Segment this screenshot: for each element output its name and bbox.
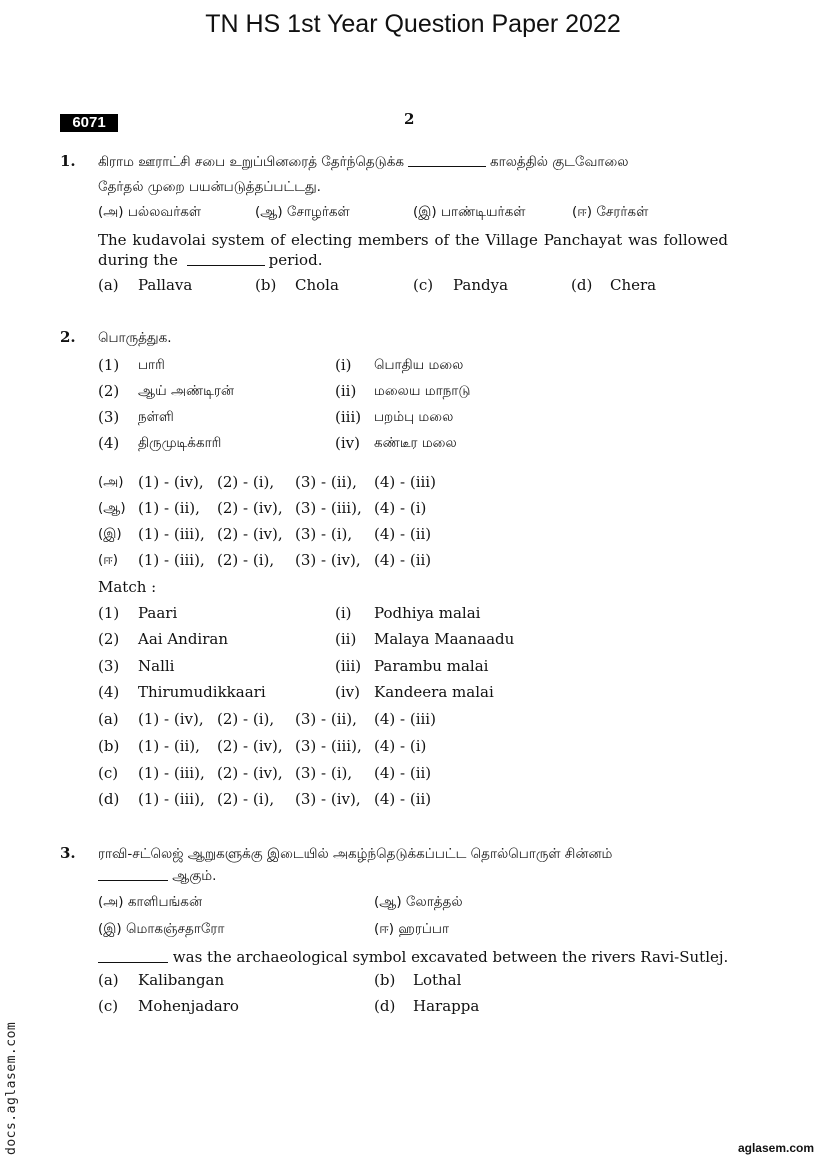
pair-number: (2) (98, 630, 120, 648)
option-text: Harappa (413, 997, 480, 1015)
pair-number: (1) (98, 604, 120, 622)
pair-right: Parambu malai (374, 657, 489, 675)
option-part: (1) - (ii), (138, 499, 200, 517)
option-part: (1) - (iv), (138, 473, 204, 491)
option-part: (3) - (iv), (295, 790, 361, 808)
pair-roman: (ii) (335, 382, 357, 400)
question-text-tamil (98, 154, 628, 172)
option-part: (1) - (iii), (138, 790, 205, 808)
paper-code-badge: 6071 (60, 114, 118, 132)
pair-number: (4) (98, 683, 120, 701)
option-part: (4) - (ii) (374, 551, 432, 569)
pair-right: பறம்பு மலை (374, 409, 454, 425)
option-part: (4) - (ii) (374, 525, 432, 543)
question-text-tamil-line2: தேர்தல் முறை பயன்படுத்தப்பட்டது. (98, 179, 321, 195)
question-heading-english: Match : (98, 578, 157, 596)
question-text-english (98, 948, 728, 966)
option-part: (3) - (iv), (295, 551, 361, 569)
option-part: (4) - (i) (374, 737, 427, 755)
option-part: (2) - (iv), (217, 525, 283, 543)
option-letter: (c) (98, 997, 119, 1015)
option-tamil: (அ) காளிபங்கன் (98, 894, 203, 910)
page-number: 2 (404, 110, 415, 128)
pair-right: பொதிய மலை (374, 357, 464, 373)
option-part: (1) - (iii), (138, 764, 205, 782)
pair-number: (1) (98, 356, 120, 374)
option-tamil: (ஈ) ஹரப்பா (374, 921, 450, 937)
question-text-tamil-line2 (98, 868, 216, 886)
option-letter: (d) (374, 997, 396, 1015)
option-letter: (b) (98, 737, 120, 755)
question-text-tamil: ராவி-சட்லெஜ் ஆறுகளுக்கு இடையில் அகழ்ந்தெடுக்கப்பட்ட தொல்பொருள் சின்னம் (98, 846, 613, 862)
question-number: 2. (60, 328, 76, 346)
pair-left: நள்ளி (138, 409, 174, 425)
option-part: (3) - (i), (295, 764, 353, 782)
option-part: (4) - (ii) (374, 764, 432, 782)
option-letter: (c) (98, 764, 119, 782)
option-part: (2) - (iv), (217, 499, 283, 517)
option-letter-tamil: (ஈ) (98, 552, 119, 568)
option-text: Chola (295, 276, 339, 294)
question-heading-tamil: பொருத்துக. (98, 330, 172, 346)
pair-left: Nalli (138, 657, 175, 675)
option-part: (2) - (i), (217, 473, 275, 491)
option-text: Kalibangan (138, 971, 225, 989)
answer-blank (408, 166, 486, 167)
option-text: Pallava (138, 276, 193, 294)
pair-roman: (iv) (335, 683, 360, 701)
option-text: Pandya (453, 276, 509, 294)
pair-left: Thirumudikkaari (138, 683, 266, 701)
option-letter-tamil: (இ) (98, 526, 122, 542)
pair-number: (3) (98, 408, 120, 426)
pair-left: திருமுடிக்காரி (138, 435, 222, 451)
option-part: (2) - (iv), (217, 737, 283, 755)
answer-blank (187, 265, 265, 266)
option-part: (2) - (i), (217, 551, 275, 569)
pair-right: Podhiya malai (374, 604, 481, 622)
pair-roman: (iii) (335, 408, 362, 426)
question-text-part: காலத்தில் குடவோலை (490, 154, 629, 170)
question-text-english: The kudavolai system of electing members of the Village Panchayat was followed (98, 231, 728, 249)
question-text-part: during the (98, 251, 178, 269)
option-text: Chera (610, 276, 657, 294)
option-letter: (c) (413, 276, 434, 294)
option-letter: (d) (98, 790, 120, 808)
pair-left: Paari (138, 604, 178, 622)
footer-link[interactable]: aglasem.com (737, 1141, 814, 1155)
option-part: (1) - (iii), (138, 551, 205, 569)
option-tamil: (இ) மொகஞ்சதாரோ (98, 921, 225, 937)
pair-roman: (iv) (335, 434, 360, 452)
pair-roman: (i) (335, 604, 352, 622)
option-part: (3) - (i), (295, 525, 353, 543)
pair-right: Malaya Maanaadu (374, 630, 515, 648)
option-letter-tamil: (ஆ) (98, 500, 126, 516)
option-letter: (d) (571, 276, 593, 294)
question-number: 3. (60, 844, 76, 862)
option-tamil: (அ) பல்லவர்கள் (98, 204, 202, 220)
pair-roman: (iii) (335, 657, 362, 675)
option-text: Lothal (413, 971, 462, 989)
option-part: (3) - (iii), (295, 737, 362, 755)
option-tamil: (ஈ) சேரர்கள் (572, 204, 649, 220)
option-part: (1) - (iv), (138, 710, 204, 728)
option-part: (3) - (iii), (295, 499, 362, 517)
option-letter: (b) (255, 276, 277, 294)
option-part: (4) - (i) (374, 499, 427, 517)
option-part: (3) - (ii), (295, 710, 357, 728)
option-part: (2) - (i), (217, 790, 275, 808)
pair-number: (4) (98, 434, 120, 452)
pair-roman: (ii) (335, 630, 357, 648)
pair-roman: (i) (335, 356, 352, 374)
option-tamil: (இ) பாண்டியர்கள் (413, 204, 526, 220)
question-text-part: கிராம ஊராட்சி சபை உறுப்பினரைத் தேர்ந்தெடுக்க (98, 154, 404, 170)
option-part: (1) - (iii), (138, 525, 205, 543)
pair-left: ஆய் அண்டிரன் (138, 383, 234, 399)
option-letter: (a) (98, 276, 119, 294)
pair-right: கண்டீர மலை (374, 435, 457, 451)
option-part: (2) - (iv), (217, 764, 283, 782)
question-text-part: was the archaeological symbol excavated between the rivers Ravi-Sutlej. (172, 948, 729, 966)
pair-number: (3) (98, 657, 120, 675)
side-watermark: docs.aglasem.com (4, 1021, 19, 1155)
option-part: (4) - (iii) (374, 710, 436, 728)
option-letter: (b) (374, 971, 396, 989)
pair-number: (2) (98, 382, 120, 400)
option-text: Mohenjadaro (138, 997, 239, 1015)
pair-right: மலைய மாநாடு (374, 383, 471, 399)
option-letter: (a) (98, 710, 119, 728)
answer-blank (98, 880, 168, 881)
option-letter-tamil: (அ) (98, 474, 124, 490)
pair-left: Aai Andiran (138, 630, 229, 648)
option-tamil: (ஆ) சோழர்கள் (255, 204, 350, 220)
pair-left: பாரி (138, 357, 165, 373)
pair-right: Kandeera malai (374, 683, 494, 701)
option-part: (2) - (i), (217, 710, 275, 728)
answer-blank (98, 962, 168, 963)
option-part: (4) - (iii) (374, 473, 436, 491)
option-part: (4) - (ii) (374, 790, 432, 808)
question-text-english-line2 (98, 251, 322, 269)
question-text-part: ஆகும். (172, 868, 217, 884)
option-part: (1) - (ii), (138, 737, 200, 755)
question-number: 1. (60, 152, 76, 170)
option-part: (3) - (ii), (295, 473, 357, 491)
option-letter: (a) (98, 971, 119, 989)
question-text-part: period. (268, 251, 323, 269)
page-title: TN HS 1st Year Question Paper 2022 (205, 10, 621, 38)
option-tamil: (ஆ) லோத்தல் (374, 894, 463, 910)
